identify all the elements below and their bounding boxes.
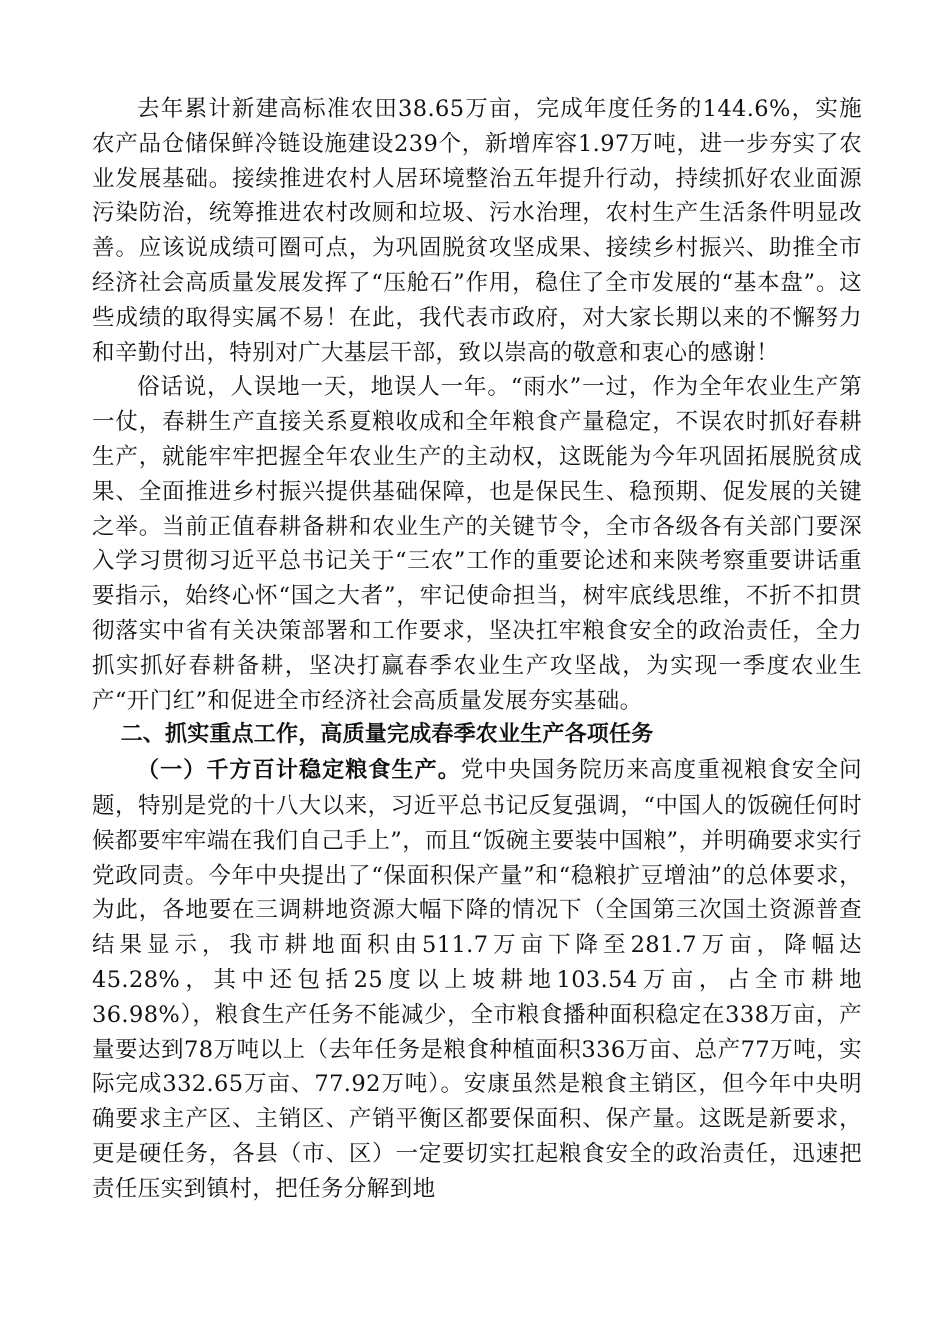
section-heading-2: 二、抓实重点工作，高质量完成春季农业生产各项任务 (120, 722, 654, 748)
paragraph-grain-body: 党中央国务院历来高度重视粮食安全问题，特别是党的十八大以来，习近平总书记反复强调，“中国人的饭碗任何时候都要牢牢端在我们自己手上”，而且“饭碗主要装中国粮”，并明确要求实行党政同责。今年中央提出了“保面积保产量”和“稳粮扩豆增油”的总体要求，为此，各地要在三调耕地资源大幅下降的情况下（全国第三次国土资源普查结果显示，我市耕地面积由511.7万亩下降至281.7万亩，降幅达45.28%，其中还包括25度以上坡耕地103.54万亩，占全市耕地36.98%），粮食生产任务不能减少，全市粮食播种面积稳定在338万亩，产量要达到78万吨以上（去年任务是粮食种植面积336万亩、总产77万吨，实际完成332.65万亩、77.92万吨）。安康虽然是粮食主销区，但今年中央明确要求主产区、主销区、产销平衡区都要保面积、保产量。这既是新要求，更是硬任务，各县（市、区）一定要切实扛起粮食安全的政治责任，迅速把责任压实到镇村，把任务分解到地 (92, 757, 862, 1202)
subsection-lead-1: （一）千方百计稳定粮食生产。 (137, 758, 461, 784)
paragraph-achievements: 去年累计新建高标准农田38.65万亩，完成年度任务的144.6%，实施农产品仓储保鲜冷链设施建设239个，新增库容1.97万吨，进一步夯实了农业发展基础。接续推进农村人居环境整治五年提升行动，持续抓好农业面源污染防治，统筹推进农村改厕和垃圾、污水治理，农村生产生活条件明显改善。应该说成绩可圈可点，为巩固脱贫攻坚成果、接续乡村振兴、助推全市经济社会高质量发展发挥了“压舱石”作用，稳住了全市发展的“基本盘”。这些成绩的取得实属不易！在此，我代表市政府，对大家长期以来的不懈努力和辛勤付出，特别对广大基层干部，致以崇高的敬意和衷心的感谢！ (92, 96, 862, 366)
document-page (92, 92, 862, 1207)
paragraph-grain-production (92, 753, 862, 1206)
paragraph-spring-farming: 俗话说，人误地一天，地误人一年。“雨水”一过，作为全年农业生产第一仗，春耕生产直接关系夏粮收成和全年粮食产量稳定，不误农时抓好春耕生产，就能牢牢把握全年农业生产的主动权，这既能为今年巩固拓展脱贫成果、全面推进乡村振兴提供基础保障，也是保民生、稳预期、促发展的关键之举。当前正值春耕备耕和农业生产的关键节令，全市各级各有关部门要深入学习贯彻习近平总书记关于“三农”工作的重要论述和来陕考察重要讲话重要指示，始终心怀“国之大者”，牢记使命担当，树牢底线思维，不折不扣贯彻落实中省有关决策部署和工作要求，坚决扛牢粮食安全的政治责任，全力抓实抓好春耕备耕，坚决打赢春季农业生产攻坚战，为实现一季度农业生产“开门红”和促进全市经济社会高质量发展夯实基础。 (92, 374, 862, 714)
